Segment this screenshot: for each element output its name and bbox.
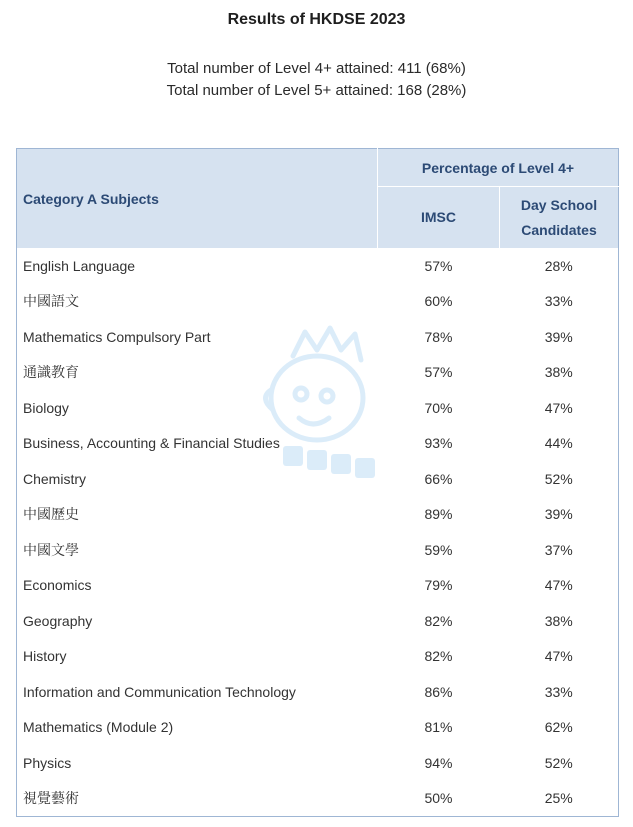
day-school-percentage-cell: 47% [544, 399, 573, 416]
day-school-percentage-cell: 52% [544, 754, 573, 771]
level5-summary: Total number of Level 5+ attained: 168 (28%) [166, 82, 467, 99]
day-school-percentage-cell: 28% [544, 257, 573, 274]
category-header: Category A Subjects [17, 149, 378, 249]
subject-cell: Mathematics Compulsory Part [23, 328, 211, 345]
imsc-percentage-cell: 93% [424, 435, 453, 452]
subject-cell: 中國語文 [23, 293, 79, 310]
imsc-percentage-cell: 57% [424, 364, 453, 381]
imsc-percentage-cell: 57% [424, 257, 453, 274]
results-summary [0, 58, 633, 102]
table-header-row [17, 149, 619, 187]
subject-cell: English Language [23, 257, 136, 274]
imsc-percentage-cell: 66% [424, 470, 453, 487]
imsc-percentage-cell: 50% [424, 790, 453, 807]
table-header [17, 149, 619, 249]
day-school-percentage-cell: 47% [544, 648, 573, 665]
day-school-percentage-cell: 25% [544, 790, 573, 807]
day-school-header-line2: Candidates [521, 221, 597, 238]
day-school-percentage-cell: 37% [544, 541, 573, 558]
imsc-header: IMSC [378, 187, 500, 249]
table-row [17, 745, 619, 781]
subject-cell: Information and Communication Technology [23, 683, 296, 700]
imsc-percentage-cell: 81% [424, 719, 453, 736]
imsc-percentage-cell: 82% [424, 612, 453, 629]
imsc-percentage-cell: 89% [424, 506, 453, 523]
subject-cell: Mathematics (Module 2) [23, 719, 174, 736]
day-school-percentage-cell: 44% [544, 435, 573, 452]
subject-cell: 通識教育 [23, 364, 79, 381]
results-table [16, 148, 619, 817]
day-school-percentage-cell: 39% [544, 328, 573, 345]
day-school-percentage-cell: 52% [544, 470, 573, 487]
subject-cell: Economics [23, 577, 92, 594]
day-school-header [500, 187, 619, 249]
table-body [17, 248, 619, 817]
day-school-percentage-cell: 38% [544, 364, 573, 381]
table-row [17, 461, 619, 497]
subject-cell: Physics [23, 754, 72, 771]
imsc-percentage-cell: 59% [424, 541, 453, 558]
table-row [17, 319, 619, 355]
imsc-percentage-cell: 79% [424, 577, 453, 594]
table-row [17, 390, 619, 426]
subject-cell: 中國歷史 [23, 506, 79, 523]
table-row [17, 426, 619, 462]
day-school-header-line1: Day School [520, 196, 598, 213]
subject-cell: Biology [23, 399, 69, 416]
subject-cell: Geography [23, 612, 93, 629]
table-row [17, 781, 619, 817]
table-row [17, 674, 619, 710]
day-school-percentage-cell: 39% [544, 506, 573, 523]
table-row [17, 710, 619, 746]
table-row [17, 568, 619, 604]
subject-cell: 視覺藝術 [23, 790, 79, 807]
table-row [17, 248, 619, 284]
day-school-percentage-cell: 33% [544, 683, 573, 700]
table-row [17, 355, 619, 391]
subject-cell: Business, Accounting & Financial Studies [23, 435, 280, 452]
table-row [17, 639, 619, 675]
subject-cell: History [23, 648, 67, 665]
table-row [17, 497, 619, 533]
day-school-percentage-cell: 33% [544, 293, 573, 310]
page-title: Results of HKDSE 2023 [227, 11, 406, 28]
subject-cell: 中國文學 [23, 541, 79, 558]
imsc-percentage-cell: 60% [424, 293, 453, 310]
day-school-percentage-cell: 47% [544, 577, 573, 594]
level4-summary: Total number of Level 4+ attained: 411 (68%) [167, 60, 466, 77]
imsc-percentage-cell: 86% [424, 683, 453, 700]
imsc-percentage-cell: 94% [424, 754, 453, 771]
table-row [17, 532, 619, 568]
day-school-percentage-cell: 62% [544, 719, 573, 736]
imsc-percentage-cell: 82% [424, 648, 453, 665]
table-row [17, 284, 619, 320]
day-school-percentage-cell: 38% [544, 612, 573, 629]
subject-cell: Chemistry [23, 470, 87, 487]
imsc-percentage-cell: 78% [424, 328, 453, 345]
table-row [17, 603, 619, 639]
imsc-percentage-cell: 70% [424, 399, 453, 416]
percentage-group-header: Percentage of Level 4+ [378, 149, 619, 187]
